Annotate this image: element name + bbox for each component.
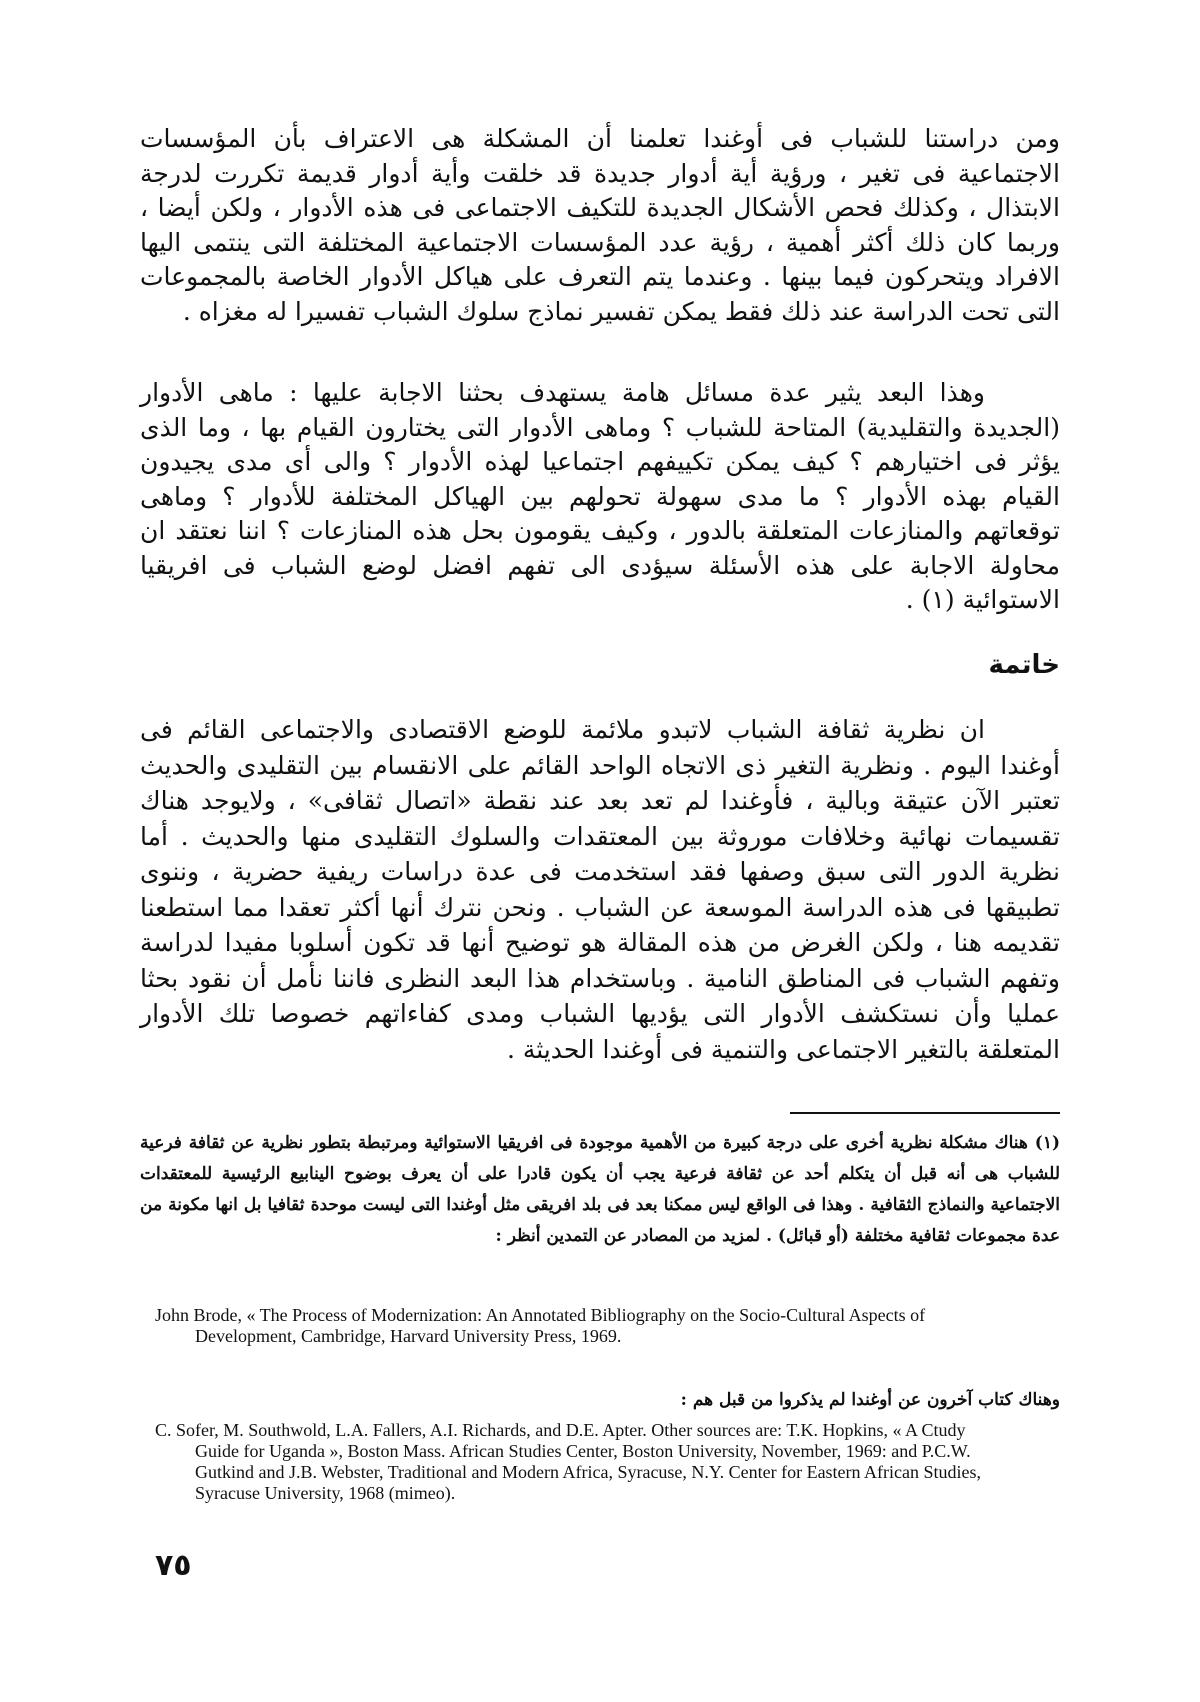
footnote-2: وهناك كتاب آخرون عن أوغندا لم يذكروا من قبل هم :: [680, 1390, 1060, 1410]
body-paragraph-3: ان نظرية ثقافة الشباب لاتبدو ملائمة للوضع الاقتصادى والاجتماعى القائم فى أوغندا اليوم . ونظرية التغير ذى الاتجاه الواحد القائم على الانقسام بين التقليدى والحديث تعتبر الآن عتيقة وبالية ، فأوغندا لم تعد بعد عند نقطة «اتصال ثقافى» ، ولايوجد هناك تقسيمات نهائية وخلافات موروثة بين المعتقدات والسلوك التقليدى منها والحديث . أما نظرية الدور التى سبق وصفها فقد استخدمت فى عدة دراسات ريفية حضرية ، وننوى تطبيقها فى هذه الدراسة الموسعة عن الشباب . ونحن نترك أنها أكثر تعقدا مما استطعنا تقديمه هنا ، ولكن الغرض من هذه المقالة هو توضيح أنها قد تكون أسلوبا مفيدا لدراسة وتفهم الشباب فى المناطق النامية . وباستخدام هذا البعد النظرى فاننا نأمل أن نقود بحثا عمليا وأن نستكشف الأدوار التى يؤديها الشباب ومدى كفاءاتهم خصوصا تلك الأدوار المتعلقة بالتغير الاجتماعى والتنمية فى أوغندا الحديثة .: [140, 715, 1060, 1064]
footnote-divider: [790, 1112, 1060, 1114]
body-paragraph-1: ومن دراستنا للشباب فى أوغندا تعلمنا أن المشكلة هى الاعتراف بأن المؤسسات الاجتماعية فى تغير ، ورؤية أية أدوار جديدة قد خلقت وأية أدوار قديمة تكررت لدرجة الابتذال ، وكذلك فحص الأشكال الجديدة للتكيف الاجتماعى فى هذه الأدوار ، ولكن أيضا ، وربما كان ذلك أكثر أهمية ، رؤية عدد المؤسسات الاجتماعية المختلفة التى ينتمى اليها الافراد ويتحركون فيما بينها . وعندما يتم التعرف على هياكل الأدوار الخاصة بالمجموعات التى تحت الدراسة عند ذلك فقط يمكن تفسير نماذج سلوك الشباب تفسيرا له مغزاه .: [140, 124, 1060, 326]
page-number: ٧٥: [155, 1548, 192, 1583]
footnote-1: (١) هناك مشكلة نظرية أخرى على درجة كبيرة من الأهمية موجودة فى افريقيا الاستوائية ومرتبطة بتطور نظرية عن ثقافة فرعية للشباب هى أنه قبل أن يتكلم أحد عن ثقافة فرعية يجب أن يكون قادرا على أن يعرف بوضوح الينابيع الرئيسية للمعتقدات الاجتماعية والنماذج الثقافية . وهذا فى الواقع ليس ممكنا بعد فى بلد افريقى مثل أوغندا التى ليست موحدة ثقافيا بل انها مكونة من عدة مجموعات ثقافية مختلفة (أو قبائل) . لمزيد من المصادر عن التمدين أنظر :: [140, 1133, 1060, 1246]
body-paragraph-2: وهذا البعد يثير عدة مسائل هامة يستهدف بحثنا الاجابة عليها : ماهى الأدوار (الجديدة والتقليدية) المتاحة للشباب ؟ وماهى الأدوار التى يختارون القيام بها ، وما الذى يؤثر فى اختيارهم ؟ كيف يمكن تكييفهم اجتماعيا لهذه الأدوار ؟ والى أى مدى يجيدون القيام بهذه الأدوار ؟ ما مدى سهولة تحولهم بين الهياكل المختلفة للأدوار ؟ وماهى توقعاتهم والمنازعات المتعلقة بالدور ، وكيف يقومون بحل هذه المنازعات ؟ اننا نعتقد ان محاولة الاجابة على هذه الأسئلة سيؤدى الى تفهم افضل لوضع الشباب فى افريقيا الاستوائية (١) .: [140, 378, 1060, 614]
section-heading: خاتمة: [988, 650, 1060, 680]
reference-2: C. Sofer, M. Southwold, L.A. Fallers, A.I. Richards, and D.E. Apter. Other sources are: T.K. Hopkins, « A Ctudy Guide for Uganda », Boston Mass. African Studies Center, Boston University, November, 1969: and P.C.W. Gutkind and J.B. Webster, Traditional and Modern Africa, Syracuse, N.Y. Center for Eastern African Studies, Syracuse University, 1968 (mimeo).: [155, 1420, 982, 1503]
reference-1: John Brode, « The Process of Modernization: An Annotated Bibliography on the Socio-Cultural Aspects of Development, Cambridge, Harvard University Press, 1969.: [155, 1305, 926, 1346]
